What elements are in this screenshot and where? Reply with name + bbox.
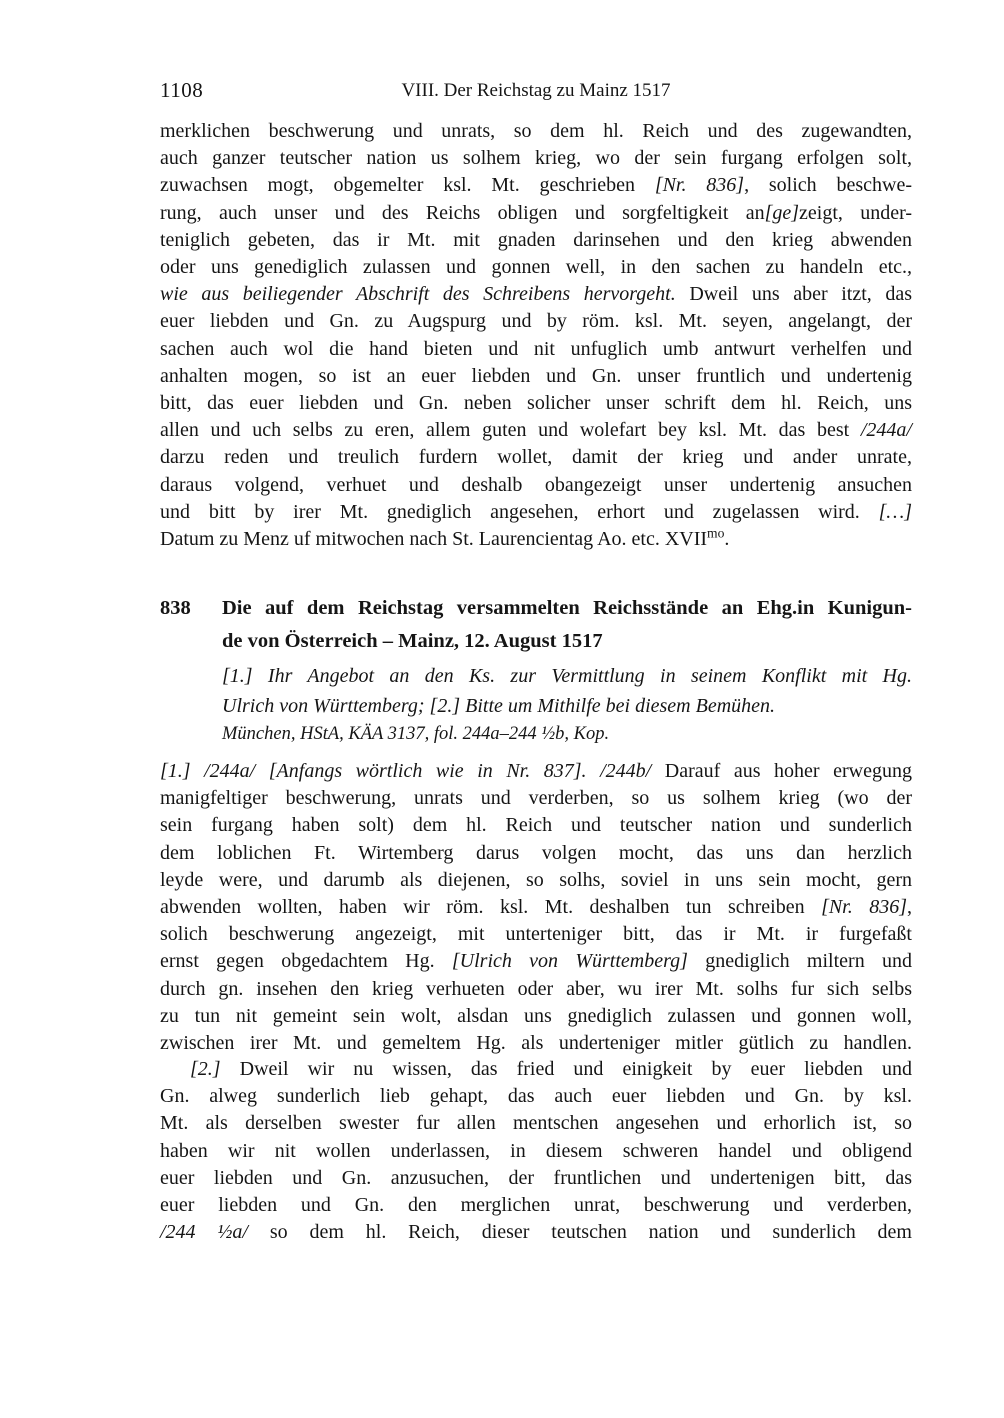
- text-segment: abwenden wollten, haben wir röm. ksl. Mt. deshalben tun schreiben: [160, 896, 822, 919]
- text-line: [160, 976, 912, 1003]
- entry-source-reference: [222, 722, 912, 746]
- text-segment: Ulrich von Württemberg; [2.] Bitte um Mithilfe bei diesem Bemühen.: [222, 695, 776, 717]
- text-line: [160, 444, 912, 471]
- text-line: [160, 254, 912, 281]
- text-segment: manigfeltiger beschwerung, unrats und verderben, so us solhem krieg (wo der: [160, 787, 912, 810]
- text-segment: darzu reden und treulich furdern wollet, damit der krieg und ander unrate,: [160, 446, 912, 469]
- text-segment: merklichen beschwerung und unrats, so dem hl. Reich und des zugewandten,: [160, 120, 912, 142]
- text-line: [222, 691, 912, 721]
- text-line: [222, 661, 912, 691]
- text-line: [160, 472, 912, 499]
- text-line: [222, 625, 912, 658]
- italic-text: ,: [907, 256, 912, 279]
- text-segment: [1.] Ihr Angebot an den Ks. zur Vermittlung in seinem Konflikt mit Hg.: [222, 665, 912, 687]
- text-line: [160, 145, 912, 172]
- entry-paragraph-2: [160, 1056, 912, 1246]
- text-line: [160, 812, 912, 839]
- text-segment: haben wir nit wollen underlassen, in diesem schweren handel und obligend: [160, 1139, 912, 1162]
- text-segment: teniglich gebeten, das ir Mt. mit gnaden darinsehen und den krieg abwenden: [160, 228, 912, 251]
- text-line: [160, 1110, 912, 1137]
- text-segment: euer liebden und Gn. anzusuchen, der fruntlichen und undertenigen bitt, das: [160, 1166, 912, 1189]
- text-line: [160, 172, 912, 199]
- text-segment: Dweil wir nu wissen, das fried und einigkeit by euer liebden und: [220, 1058, 912, 1080]
- text-line: [160, 1138, 912, 1165]
- text-segment: anhalten mogen, so ist an euer liebden und Gn. unser fruntlich und undertenig: [160, 364, 912, 387]
- text-segment: daraus volgend, verhuet und deshalb obangezeigt unser undertenig ansuchen: [160, 473, 912, 496]
- text-line: [160, 1192, 912, 1219]
- text-segment: Mt. als derselben swester fur allen mentschen angesehen und erhorlich ist, so: [160, 1112, 912, 1135]
- text-segment: und bitt by irer Mt. gnediglich angesehen, erhort und zugelassen wird.: [160, 500, 879, 523]
- text-line: [160, 227, 912, 254]
- text-segment: bitt, das euer liebden und Gn. neben solicher unser schrift dem hl. Reich, uns: [160, 392, 912, 415]
- entry-838-heading: [160, 592, 912, 658]
- entry-paragraph-1: [160, 758, 912, 1057]
- text-line: [160, 499, 912, 526]
- text-segment: sachen auch wol die hand bieten und nit unfuglich umb antwurt verhelfen und: [160, 337, 912, 360]
- text-segment: ,: [907, 896, 912, 919]
- text-segment: rung, auch unser und des Reichs obligen und sorgfeltigkeit an: [160, 201, 765, 224]
- text-segment: allen und uch selbs zu eren, allem guten und wolefart bey ksl. Mt. das best: [160, 419, 861, 442]
- text-line: [160, 417, 912, 444]
- entry-title: [222, 592, 912, 658]
- text-line: [160, 948, 912, 975]
- running-head: VIII. Der Reichstag zu Mainz 1517: [401, 80, 671, 101]
- text-segment: euer liebden und Gn. den merglichen unrat, beschwerung und verderben,: [160, 1194, 912, 1217]
- text-segment: ernst gegen obgedachtem Hg.: [160, 950, 452, 973]
- text-segment: auch ganzer teutscher nation us solhem krieg, wo der sein furgang erfolgen solt,: [160, 147, 912, 170]
- text-segment: leyde were, und darumb als diejenen, so solhs, soviel in uns sein mocht, gern: [160, 868, 912, 891]
- entry-number: 838: [160, 597, 191, 619]
- italic-text: [Nr. 836]: [821, 896, 907, 919]
- text-segment: euer liebden und Gn. zu Augspurg und by röm. ksl. Mt. seyen, angelangt, der: [160, 310, 912, 333]
- superscript-text: mo: [707, 525, 725, 541]
- text-line: [160, 1003, 912, 1030]
- page-header: [160, 78, 912, 106]
- entry-summary: [222, 661, 912, 721]
- text-segment: Gn. alweg sunderlich lieb gehapt, das auch euer liebden und Gn. by ksl.: [160, 1085, 912, 1108]
- text-segment: München, HStA, KÄA 3137, fol. 244a–244 ½b, Kop.: [222, 724, 610, 744]
- text-segment: de von Österreich – Mainz, 12. August 1517: [222, 630, 603, 652]
- italic-text: /244 ½a/: [160, 1221, 248, 1244]
- italic-text: [2.]: [190, 1058, 221, 1080]
- text-segment: sein furgang haben solt) dem hl. Reich und teutscher nation und sunderlich: [160, 814, 912, 837]
- text-line: [160, 1030, 912, 1057]
- text-segment: Dweil uns aber itzt, das: [675, 283, 913, 306]
- italic-text: [Ulrich von Württemberg]: [451, 950, 688, 973]
- text-line: [160, 921, 912, 948]
- text-segment: durch gn. insehen den krieg verhueten oder aber, wu irer Mt. solhs fur sich selbs: [160, 977, 912, 1000]
- text-segment: zeigt, under-: [799, 201, 912, 224]
- text-segment: Datum zu Menz uf mitwochen nach St. Laurencientag Ao. etc. XVII: [160, 528, 708, 551]
- text-line: [160, 785, 912, 812]
- text-line: [160, 1165, 912, 1192]
- italic-text: [Nr. 836]: [654, 174, 745, 197]
- text-line: [160, 894, 912, 921]
- page-number: 1108: [160, 78, 204, 102]
- text-line: [160, 390, 912, 417]
- text-line: [160, 1056, 912, 1083]
- text-line: [160, 118, 912, 145]
- text-segment: dem loblichen Ft. Wirtemberg darus volgen mocht, das uns dan herzlich: [160, 841, 912, 864]
- text-line: [160, 308, 912, 335]
- italic-text: […]: [878, 500, 912, 523]
- text-segment: .: [724, 528, 730, 551]
- text-segment: oder uns genediglich zulassen und gonnen well, in den sachen zu handeln etc.: [160, 256, 907, 279]
- text-segment: gnediglich miltern und: [687, 950, 912, 973]
- text-segment: Die auf dem Reichstag versammelten Reichsstände an Ehg.in Kunigun-: [222, 597, 912, 619]
- text-line: [160, 281, 912, 308]
- text-line: [160, 363, 912, 390]
- text-segment: , solich beschwe-: [744, 174, 912, 197]
- text-line: [160, 867, 912, 894]
- italic-text: /244a/: [860, 419, 912, 442]
- text-segment: so dem hl. Reich, dieser teutschen nation und sunderlich dem: [247, 1221, 912, 1244]
- text-segment: zuwachsen mogt, obgemelter ksl. Mt. geschrieben: [160, 174, 655, 197]
- text-line: [160, 840, 912, 867]
- text-line: [160, 758, 912, 785]
- italic-text: wie aus beiliegender Abschrift des Schreibens hervorgeht.: [160, 283, 676, 306]
- text-segment: Darauf aus hoher erwegung: [651, 760, 912, 782]
- text-line: [222, 722, 912, 746]
- text-line: [160, 1083, 912, 1110]
- italic-text: [1.] /244a/ [Anfangs wörtlich wie in Nr. 837]. /244b/: [160, 760, 652, 782]
- italic-text: [ge]: [764, 201, 800, 224]
- text-line: [160, 1219, 912, 1246]
- text-line: [160, 526, 912, 553]
- text-line: [222, 592, 912, 625]
- continuation-paragraph: [160, 118, 912, 553]
- text-segment: zu tun nit gemeint sein wolt, alsdan uns gnediglich zulassen und gonnen woll,: [160, 1004, 912, 1027]
- text-line: [160, 336, 912, 363]
- text-line: [160, 200, 912, 227]
- text-segment: zwischen irer Mt. und gemeltem Hg. als underteniger mitler gütlich zu handlen.: [160, 1032, 912, 1055]
- text-segment: solich beschwerung angezeigt, mit unterteniger bitt, das ir Mt. ir furgefaßt: [160, 923, 912, 946]
